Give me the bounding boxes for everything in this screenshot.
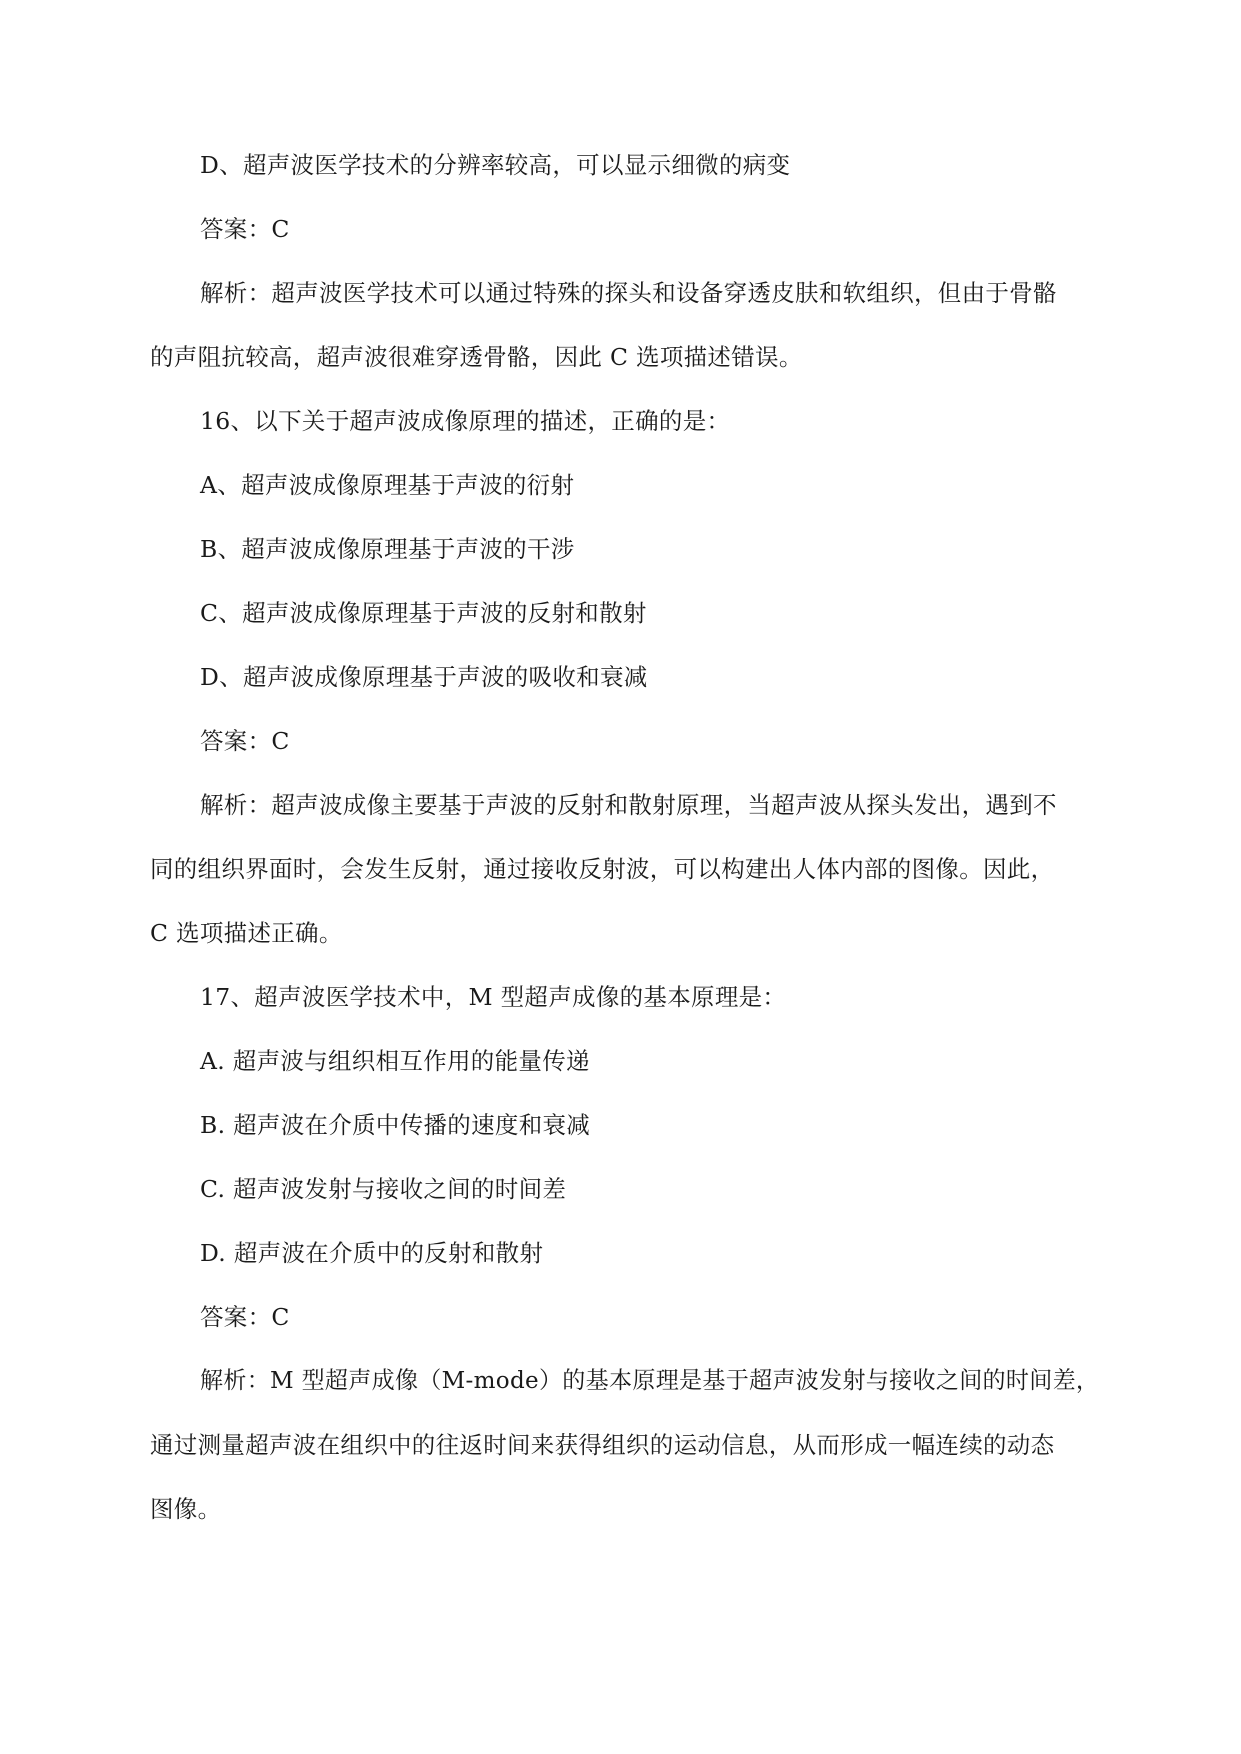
question-16-option-a: A、超声波成像原理基于声波的衍射 bbox=[200, 471, 575, 499]
question-16-option-b: B、超声波成像原理基于声波的干涉 bbox=[200, 535, 575, 563]
option-d-prev-question: D、超声波医学技术的分辨率较高，可以显示细微的病变 bbox=[200, 151, 791, 179]
answer-prev-question: 答案：C bbox=[200, 215, 290, 243]
question-16-stem: 16、以下关于超声波成像原理的描述，正确的是： bbox=[200, 407, 731, 435]
question-17-option-d: D. 超声波在介质中的反射和散射 bbox=[200, 1239, 544, 1267]
question-17-option-b: B. 超声波在介质中传播的速度和衰减 bbox=[200, 1111, 591, 1139]
question-17-explanation-line-2: 通过测量超声波在组织中的往返时间来获得组织的运动信息，从而形成一幅连续的动态 bbox=[150, 1431, 1055, 1459]
question-17-answer: 答案：C bbox=[200, 1303, 290, 1331]
explanation-prev-line-1: 解析：超声波医学技术可以通过特殊的探头和设备穿透皮肤和软组织，但由于骨骼 bbox=[200, 279, 1057, 307]
question-16-explanation-line-2: 同的组织界面时，会发生反射，通过接收反射波，可以构建出人体内部的图像。因此， bbox=[150, 855, 1055, 883]
question-16-option-d: D、超声波成像原理基于声波的吸收和衰减 bbox=[200, 663, 648, 691]
question-16-answer: 答案：C bbox=[200, 727, 290, 755]
question-17-explanation-line-3: 图像。 bbox=[150, 1495, 222, 1523]
question-16-explanation-line-3: C 选项描述正确。 bbox=[150, 919, 343, 947]
question-16-explanation-line-1: 解析：超声波成像主要基于声波的反射和散射原理，当超声波从探头发出，遇到不 bbox=[200, 791, 1057, 819]
question-16-option-c: C、超声波成像原理基于声波的反射和散射 bbox=[200, 599, 647, 627]
question-17-option-a: A. 超声波与组织相互作用的能量传递 bbox=[200, 1047, 590, 1075]
explanation-prev-line-2: 的声阻抗较高，超声波很难穿透骨骼，因此 C 选项描述错误。 bbox=[150, 343, 803, 371]
question-17-stem: 17、超声波医学技术中，M 型超声成像的基本原理是： bbox=[200, 983, 787, 1011]
question-17-option-c: C. 超声波发射与接收之间的时间差 bbox=[200, 1175, 567, 1203]
question-17-explanation-line-1: 解析：M 型超声成像（M-mode）的基本原理是基于超声波发射与接收之间的时间差， bbox=[200, 1368, 1100, 1394]
